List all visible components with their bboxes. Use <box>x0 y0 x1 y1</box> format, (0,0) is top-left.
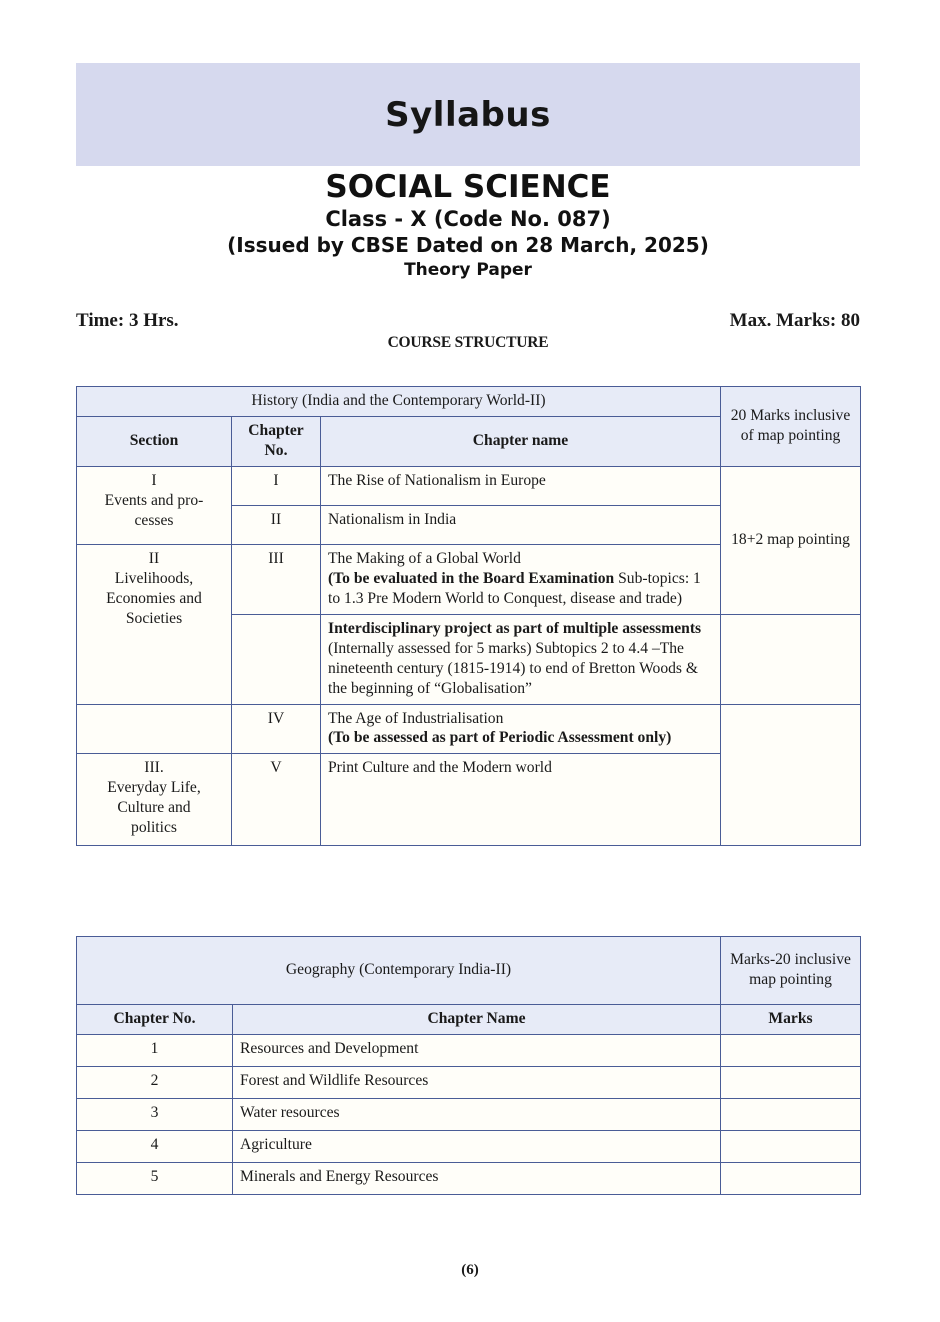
history-col-chapter-name: Chapter name <box>321 416 721 466</box>
title-block <box>76 170 860 281</box>
geography-chapter-name-3: Water resources <box>233 1098 721 1130</box>
history-chapter-no-1: I <box>232 466 321 505</box>
history-chapter-no-4: IV <box>232 704 321 754</box>
history-chapter-no-2: II <box>232 505 321 544</box>
course-structure-heading: COURSE STRUCTURE <box>387 334 549 351</box>
history-marks-text: 18+2 map pointing <box>731 530 850 548</box>
table-row <box>77 1130 861 1162</box>
history-band-marks <box>721 387 861 467</box>
history-chapter-name-2 <box>321 505 721 544</box>
chapter-title-text: Nationalism in India <box>328 510 457 528</box>
idp-detail-text: (Internally assessed for 5 marks) Subtopics 2 to 4.4 –The nineteenth century (1815-1914) to end of Bretton Woods & the beginning of “Globalisation” <box>328 639 699 697</box>
chapter-title-text: The Making of a Global World <box>328 549 521 567</box>
page-number: (6) <box>461 1262 479 1278</box>
chapter-note-bold: (To be assessed as part of Periodic Assessment only) <box>328 729 672 747</box>
history-band-row <box>77 387 861 417</box>
geography-chapter-no-4: 4 <box>77 1130 233 1162</box>
chapter-note-text <box>328 569 713 609</box>
history-chapter-name-3 <box>321 544 721 614</box>
exam-meta-row <box>76 310 860 334</box>
geography-col-chapter-no: Chapter No. <box>77 1005 233 1035</box>
geography-chapter-no-3: 3 <box>77 1098 233 1130</box>
geography-chapter-no-5: 5 <box>77 1162 233 1194</box>
history-marks-blank-idp <box>721 614 861 704</box>
history-section-3: III. Everyday Life, Culture and politics <box>77 754 232 846</box>
exam-time: Time: 3 Hrs. <box>76 310 179 331</box>
chapter-note-plain: Sub-topics: 1 to 1.3 Pre Modern World to Conquest, disease and trade) <box>328 569 701 607</box>
idp-title-text: Interdisciplinary project as part of multiple assessments <box>328 619 702 637</box>
table-row <box>77 1098 861 1130</box>
geography-col-chapter-name: Chapter Name <box>233 1005 721 1035</box>
history-marks-blank-4 <box>721 704 861 846</box>
geography-column-header-row <box>77 1005 861 1035</box>
chapter-note-bold: (To be evaluated in the Board Examination <box>328 569 619 587</box>
geography-chapter-name-4: Agriculture <box>233 1130 721 1162</box>
class-code-line: Class - X (Code No. 087) <box>325 207 611 232</box>
history-col-section: Section <box>77 416 232 466</box>
chapter-title-text: Print Culture and the Modern world <box>328 759 552 777</box>
geography-chapter-name-2: Forest and Wildlife Resources <box>233 1066 721 1098</box>
geography-chapter-name-1: Resources and Development <box>233 1034 721 1066</box>
geography-chapter-no-2: 2 <box>77 1066 233 1098</box>
table-row <box>77 466 861 505</box>
table-row <box>77 1162 861 1194</box>
chapter-title-text: The Rise of Nationalism in Europe <box>328 471 546 489</box>
geography-marks-1 <box>721 1034 861 1066</box>
history-band-title: History (India and the Contemporary World-II) <box>77 387 721 417</box>
history-band-marks-text: 20 Marks inclusive of map pointing <box>730 406 851 444</box>
history-chapter-name-idp <box>321 614 721 704</box>
history-chapter-no-3: III <box>232 544 321 614</box>
history-section-blank <box>77 704 232 754</box>
syllabus-banner <box>76 63 860 166</box>
history-marks-value <box>721 466 861 614</box>
geography-band-title: Geography (Contemporary India-II) <box>77 937 721 1005</box>
history-section-2: II Livelihoods, Economies and Societies <box>77 544 232 704</box>
geography-chapter-name-5: Minerals and Energy Resources <box>233 1162 721 1194</box>
history-chapter-name-5 <box>321 754 721 846</box>
geography-band-row <box>77 937 861 1005</box>
issued-by-line: (Issued by CBSE Dated on 28 March, 2025) <box>227 233 709 258</box>
banner-title: Syllabus <box>385 94 551 135</box>
chapter-title-text: The Age of Industrialisation <box>328 709 504 727</box>
table-row <box>77 1066 861 1098</box>
table-row <box>77 704 861 754</box>
paper-type-label: Theory Paper <box>404 260 532 281</box>
geography-marks-2 <box>721 1066 861 1098</box>
geography-marks-4 <box>721 1130 861 1162</box>
table-row <box>77 1034 861 1066</box>
history-chapter-name-1 <box>321 466 721 505</box>
geography-chapter-no-1: 1 <box>77 1034 233 1066</box>
geography-marks-3 <box>721 1098 861 1130</box>
history-course-table <box>76 386 861 846</box>
history-chapter-no-5: V <box>232 754 321 846</box>
history-col-chapter-no: Chapter No. <box>232 416 321 466</box>
history-chapter-name-4 <box>321 704 721 754</box>
history-chapter-no-idp <box>232 614 321 704</box>
geography-col-marks: Marks <box>721 1005 861 1035</box>
geography-band-marks <box>721 937 861 1005</box>
geography-course-table <box>76 936 861 1195</box>
subject-title: SOCIAL SCIENCE <box>325 169 611 205</box>
geography-band-marks-text: Marks-20 inclusive map pointing <box>730 951 851 988</box>
history-section-1: I Events and pro- cesses <box>77 466 232 544</box>
exam-max-marks: Max. Marks: 80 <box>729 310 860 331</box>
geography-marks-5 <box>721 1162 861 1194</box>
